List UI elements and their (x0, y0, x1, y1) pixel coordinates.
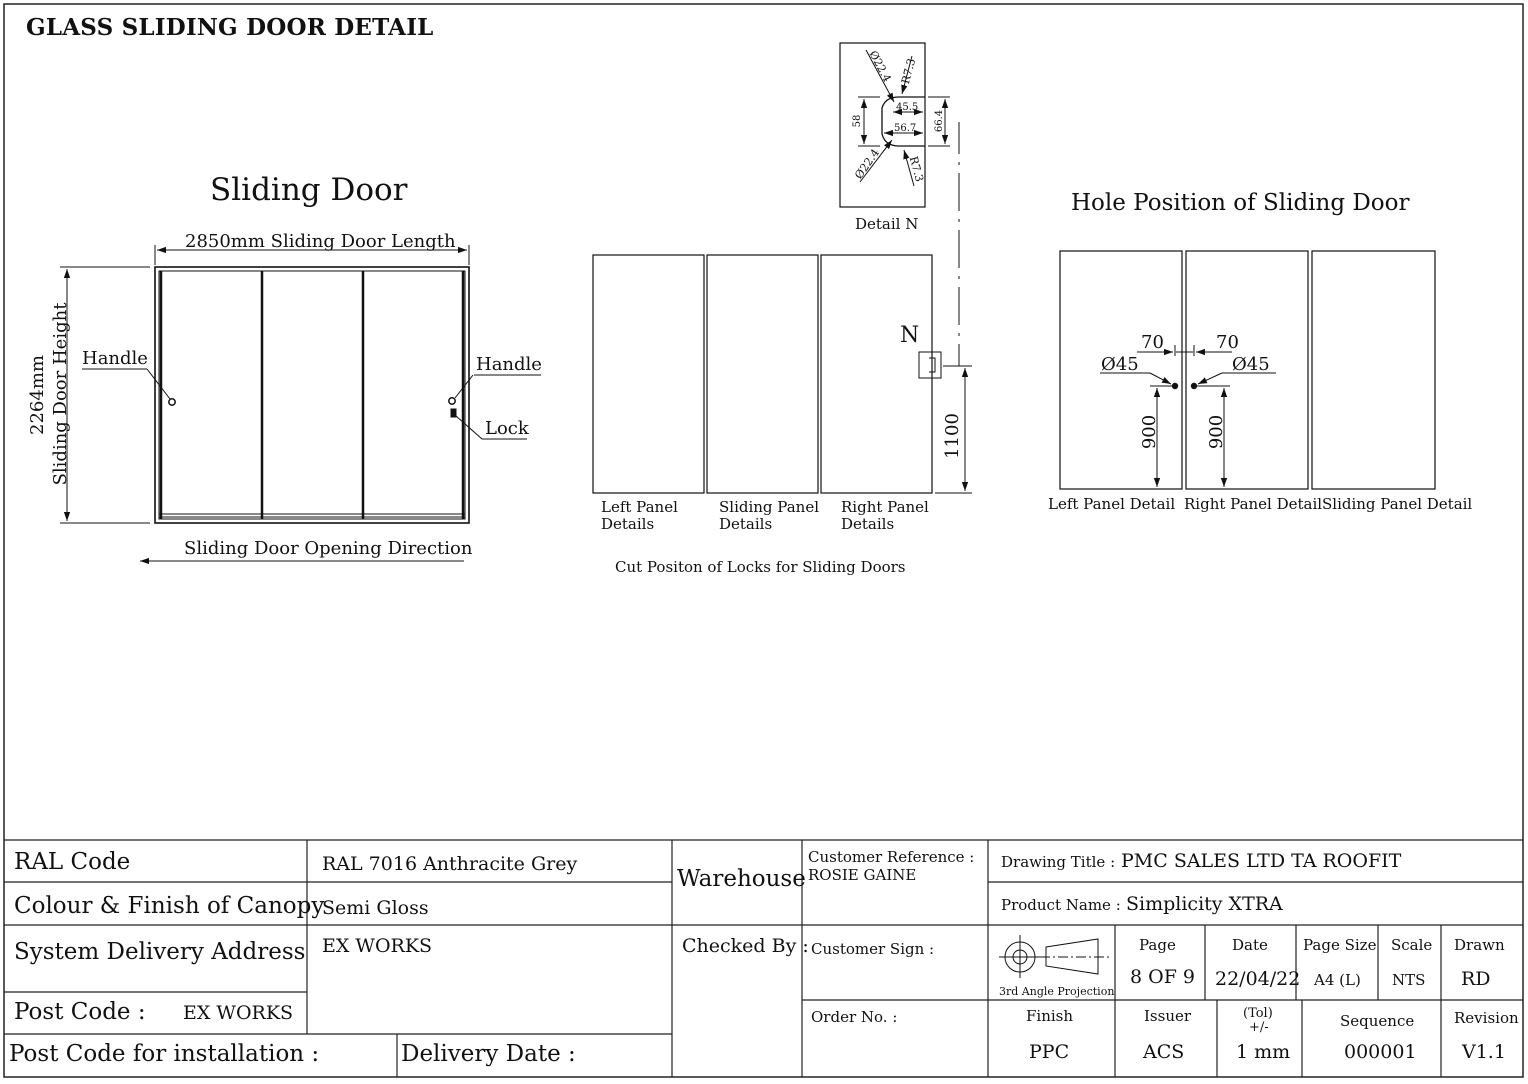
left-hole-offset: 70 (1141, 332, 1164, 353)
page-label: Page (1139, 936, 1176, 954)
customer-ref-value: ROSIE GAINE (808, 866, 917, 884)
finish-label: Colour & Finish of Canopy (14, 893, 325, 919)
order-no-label: Order No. : (811, 1008, 898, 1026)
left-hole-height: 900 (1139, 414, 1160, 450)
tolerance-header-1: (Tol) (1243, 1006, 1273, 1021)
left-panel-label-1: Left Panel (601, 498, 678, 516)
sheet-title: GLASS SLIDING DOOR DETAIL (26, 14, 434, 41)
lock-cut-caption: Cut Positon of Locks for Sliding Doors (615, 558, 906, 576)
drawn-value: RD (1461, 968, 1491, 990)
revision-header: Revision (1454, 1009, 1519, 1027)
date-label: Date (1232, 936, 1268, 954)
projection-label: 3rd Angle Projection (999, 985, 1115, 998)
opening-direction-label: Sliding Door Opening Direction (184, 538, 473, 559)
ral-code-label: RAL Code (14, 849, 131, 875)
right-handle-icon (449, 398, 455, 404)
right-hole-icon (1191, 383, 1196, 388)
scale-label: Scale (1391, 936, 1433, 954)
door-outer-frame (155, 267, 469, 523)
page-size-label: Page Size (1303, 936, 1377, 954)
height-label-2: Sliding Door Height (50, 302, 71, 486)
lock-height-label: 1100 (942, 413, 963, 459)
page-value: 8 OF 9 (1130, 966, 1196, 988)
product-name-label: Product Name : (1001, 896, 1121, 914)
scale-value: NTS (1392, 971, 1426, 989)
issuer-value: ACS (1143, 1041, 1185, 1063)
left-panel (593, 255, 704, 493)
handle-left-label: Handle (82, 348, 148, 369)
drawing-title-value: PMC SALES LTD TA ROOFIT (1121, 850, 1402, 872)
finish-header: Finish (1026, 1007, 1074, 1025)
postcode-value: EX WORKS (183, 1002, 294, 1024)
postcode-installation-label: Post Code for installation : (9, 1041, 320, 1067)
product-name-value: Simplicity XTRA (1126, 893, 1283, 915)
lock-icon (451, 409, 456, 417)
drawn-label: Drawn (1454, 936, 1505, 954)
postcode-label: Post Code : (14, 999, 146, 1025)
third-angle-projection-icon (999, 935, 1110, 978)
hole-sliding-panel-label: Sliding Panel Detail (1322, 495, 1473, 513)
right-panel-label-2: Details (841, 515, 895, 533)
left-handle-icon (169, 399, 175, 405)
detail-dim-h2: 66.4 (934, 109, 945, 133)
detail-dim-w1: 45.5 (896, 102, 919, 113)
left-panel-label-2: Details (601, 515, 655, 533)
handle-right-label: Handle (476, 354, 542, 375)
right-panel-label-1: Right Panel (841, 498, 929, 516)
detail-dim-d1: Ø22.4 (866, 48, 894, 85)
warehouse-label: Warehouse (677, 866, 806, 892)
hole-sliding-panel (1312, 251, 1435, 489)
detail-dim-h1: 58 (852, 114, 863, 128)
delivery-address-value: EX WORKS (322, 935, 433, 957)
detail-n-caption: Detail N (855, 215, 919, 233)
ral-code-value: RAL 7016 Anthracite Grey (322, 853, 578, 875)
sequence-value: 000001 (1344, 1041, 1417, 1063)
issuer-header: Issuer (1144, 1007, 1192, 1025)
sliding-panel (707, 255, 818, 493)
tolerance-value: 1 mm (1236, 1041, 1291, 1063)
sequence-header: Sequence (1340, 1012, 1415, 1030)
hole-right-panel-label: Right Panel Detail (1184, 495, 1323, 513)
delivery-date-label: Delivery Date : (401, 1041, 576, 1067)
customer-sign-label: Customer Sign : (811, 940, 935, 958)
sliding-door-elevation (60, 245, 541, 561)
detail-leader-line (943, 122, 959, 366)
tolerance-header-2: +/- (1249, 1020, 1269, 1035)
height-label-1: 2264mm (27, 355, 48, 435)
left-hole-dia: Ø45 (1101, 354, 1139, 375)
right-hole-height: 900 (1206, 414, 1227, 450)
page-size-value: A4 (L) (1314, 971, 1361, 989)
right-hole-offset: 70 (1216, 332, 1239, 353)
detail-dim-r2: R7.3 (906, 154, 926, 184)
hole-left-panel-label: Left Panel Detail (1048, 495, 1176, 513)
drawing-title-label: Drawing Title : (1001, 853, 1116, 871)
left-hole-icon (1172, 383, 1177, 388)
finish-code: PPC (1029, 1041, 1070, 1063)
sliding-panel-label-2: Details (719, 515, 773, 533)
lock-label: Lock (485, 418, 529, 439)
date-value: 22/04/22 (1215, 968, 1301, 990)
customer-ref-label: Customer Reference : (808, 848, 975, 866)
right-panel (821, 255, 932, 493)
detail-dim-w2: 56.7 (894, 123, 917, 134)
revision-value: V1.1 (1462, 1041, 1506, 1063)
hole-position-title: Hole Position of Sliding Door (1071, 190, 1410, 216)
detail-dim-r1: R7.3 (899, 56, 919, 86)
door-inner-frame (159, 271, 465, 519)
checked-by-label: Checked By : (682, 935, 809, 957)
finish-value: Semi Gloss (322, 897, 429, 919)
detail-dim-d2: Ø22.4 (852, 146, 883, 182)
length-label: 2850mm Sliding Door Length (185, 231, 456, 252)
detail-marker: N (900, 323, 920, 348)
elevation-title: Sliding Door (210, 172, 408, 208)
right-hole-dia: Ø45 (1232, 354, 1270, 375)
delivery-address-label: System Delivery Address (14, 939, 306, 965)
sliding-panel-label-1: Sliding Panel (719, 498, 819, 516)
